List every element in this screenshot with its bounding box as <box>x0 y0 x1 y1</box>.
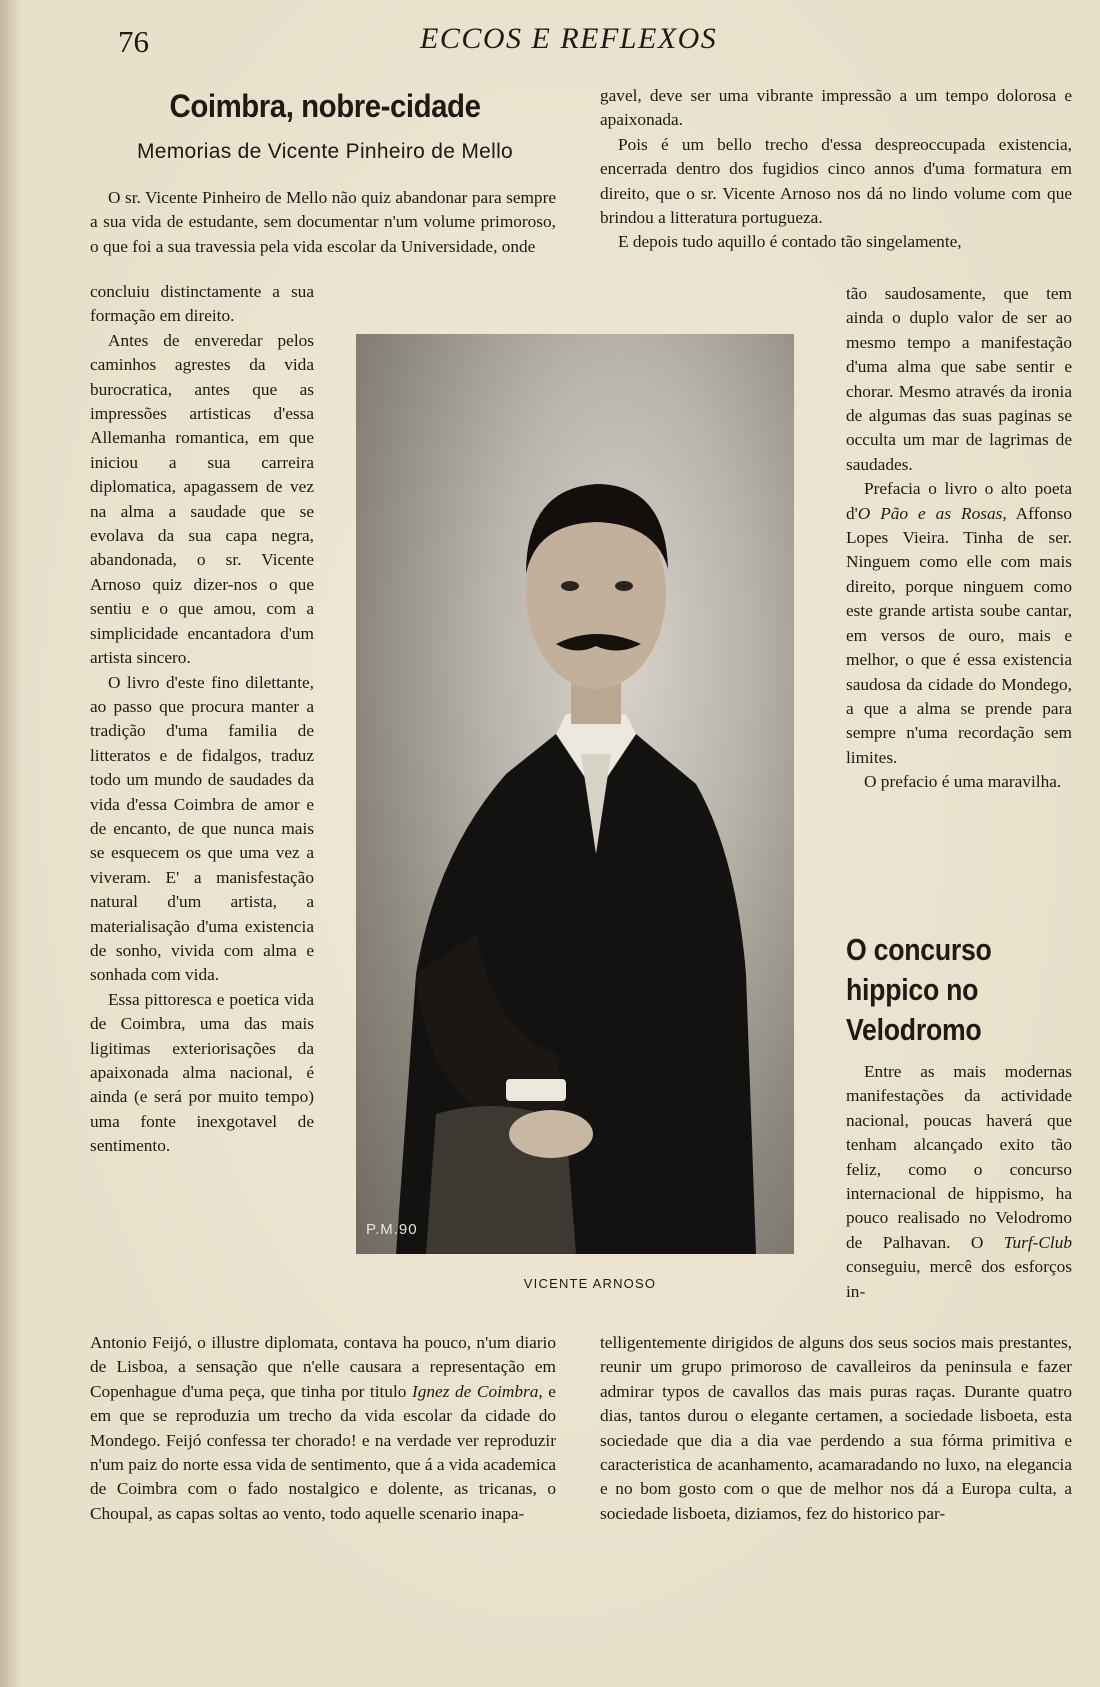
second-article-title: O concurso hippico no Velodromo <box>846 932 992 1047</box>
italic-title: Turf-Club <box>1003 1232 1072 1252</box>
text-run: e em que se reproduzia um trecho da vida escolar da cidade do Mondego. Feijó confessa ter chorado! e na verdade ver reproduzir n'um paiz do norte essa vida de sentimento, que á a vida academica de Coimbra com o fado nostalgico e dolente, as tricanas, o Choupal, as capas soltas ao vento, todo aquelle scenario inapa- <box>90 1381 556 1523</box>
running-title: ECCOS E REFLEXOS <box>420 22 718 55</box>
paragraph <box>846 477 1072 770</box>
paragraph: Pois é um bello trecho d'essa despreoccupada existencia, encerrada dentro dos fugidios cinco annos d'uma formatura em direito, que o sr. Vicente Arnoso nos dá no lindo volume com que brindou a litteratura portugueza. <box>600 134 1072 228</box>
left-column-narrow <box>90 280 314 1159</box>
paragraph: concluiu distinctamente a sua formação em direito. <box>90 282 314 326</box>
portrait-caption: VICENTE ARNOSO <box>523 1276 657 1291</box>
right-column-narrow <box>846 282 1072 795</box>
text-run: Antonio Feijó, o illustre diplomata, contava ha pouco, n'um diario de Lisboa, a sensação que n'elle causara a representação em Copenhague d'uma peça, que tinha por titulo <box>90 1333 556 1401</box>
paragraph: Antes de enveredar pelos caminhos agrestes da vida burocratica, antes que as impressões artisticas d'essa Allemanha romantica, em que iniciou a sua carreira diplomatica, apagassem de vez na alma a saudade que se evolava da sua capa negra, abandonada, o sr. Vicente Arnoso quiz dizer-nos o que sentiu e o que amou, com a simplicidade encantadora d'um artista sincero. <box>90 330 314 668</box>
portrait-illustration <box>356 334 794 1254</box>
page-number: 76 <box>118 24 149 59</box>
paragraph: Essa pittoresca e poetica vida de Coimbra, uma das mais ligitimas exteriorisações da apaixonada alma nacional, é ainda (e será por muito tempo) uma fonte inexgotavel de sentimento. <box>90 989 314 1156</box>
text-run: Affonso Lopes Vieira. Tinha de ser. Ninguem como elle com mais direito, porque ninguem como este grande artista soube cantar, em versos de ouro, mais e melhor, o que é essa existencia saudosa da cidade do Mondego, a que a alma se prende para sempre n'uma recordação sem limites. <box>846 503 1072 767</box>
article-title: Coimbra, nobre-cidade <box>169 88 481 124</box>
right-column-bottom <box>600 1331 1072 1526</box>
paragraph: O sr. Vicente Pinheiro de Mello não quiz abandonar para sempre a sua vida de estudante, sem documentar n'um volume primoroso, o que foi a sua travessia pela vida escolar da Universidade, onde <box>90 188 556 256</box>
portrait-photo <box>356 334 794 1254</box>
artist-signature: P.M.90 <box>366 1221 418 1238</box>
paragraph <box>846 1060 1072 1304</box>
right-column-narrow-2 <box>846 1060 1072 1304</box>
text-run: conseguiu, mercê dos esforços in- <box>846 1257 1072 1301</box>
article-subtitle: Memorias de Vicente Pinheiro de Mello <box>136 140 514 163</box>
text-run: Entre as mais modernas manifestações da actividade nacional, poucas haverá que tenham alcançado exito tão feliz, como o concurso internacional de hippismo, ha pouco realisado no Velodromo de Palhavan. O <box>846 1062 1072 1252</box>
paragraph: E depois tudo aquillo é contado tão singelamente, <box>618 232 962 252</box>
paragraph: O prefacio é uma maravilha. <box>864 772 1062 792</box>
left-column-top <box>90 186 556 259</box>
left-column-bottom <box>90 1331 556 1526</box>
italic-title: Ignez de Coimbra, <box>412 1381 543 1401</box>
paragraph: gavel, deve ser uma vibrante impressão a um tempo dolorosa e apaixonada. <box>600 86 1072 130</box>
paragraph <box>90 1331 556 1526</box>
italic-title: O Pão e as Rosas, <box>857 503 1007 523</box>
paragraph: tão saudosamente, que tem ainda o duplo valor de ser ao mesmo tempo a manifestação d'uma alma que sabe sentir e chorar. Mesmo através da ironia de algumas das suas paginas se occulta um mar de lagrimas de saudades. <box>846 284 1072 474</box>
text-run: Prefacia o livro o alto poeta d' <box>846 479 1072 523</box>
paragraph: O livro d'este fino dilettante, ao passo que procura manter a tradição d'uma familia de litteratos e de fidalgos, traduz todo um mundo de saudades da vida d'essa Coimbra de amor e de encanto, de que nunca mais se esquecem os que uma vez a viveram. E' a manisfestação natural d'um artista, a materialisação d'uma existencia de sonho, vivida com alma e sonhada com vida. <box>90 672 314 985</box>
paragraph: telligentemente dirigidos de alguns dos seus socios mais prestantes, reunir um grupo primoroso de cavalleiros da peninsula e fazer admirar typos de cavallos das mais puras raças. Durante quatro dias, tantos durou o elegante certamen, a sociedade lisboeta, esta sociedade que dia a dia vae perdendo a sua fórma primitiva e caracteristica de acanhamento, acamaradando no luxo, na elegancia e no bom gosto com o que de melhor nos dá a Europa culta, a sociedade lisboeta, diziamos, fez do historico par- <box>600 1333 1072 1523</box>
page-edge-shadow <box>0 0 22 1687</box>
right-column-top <box>600 84 1072 255</box>
